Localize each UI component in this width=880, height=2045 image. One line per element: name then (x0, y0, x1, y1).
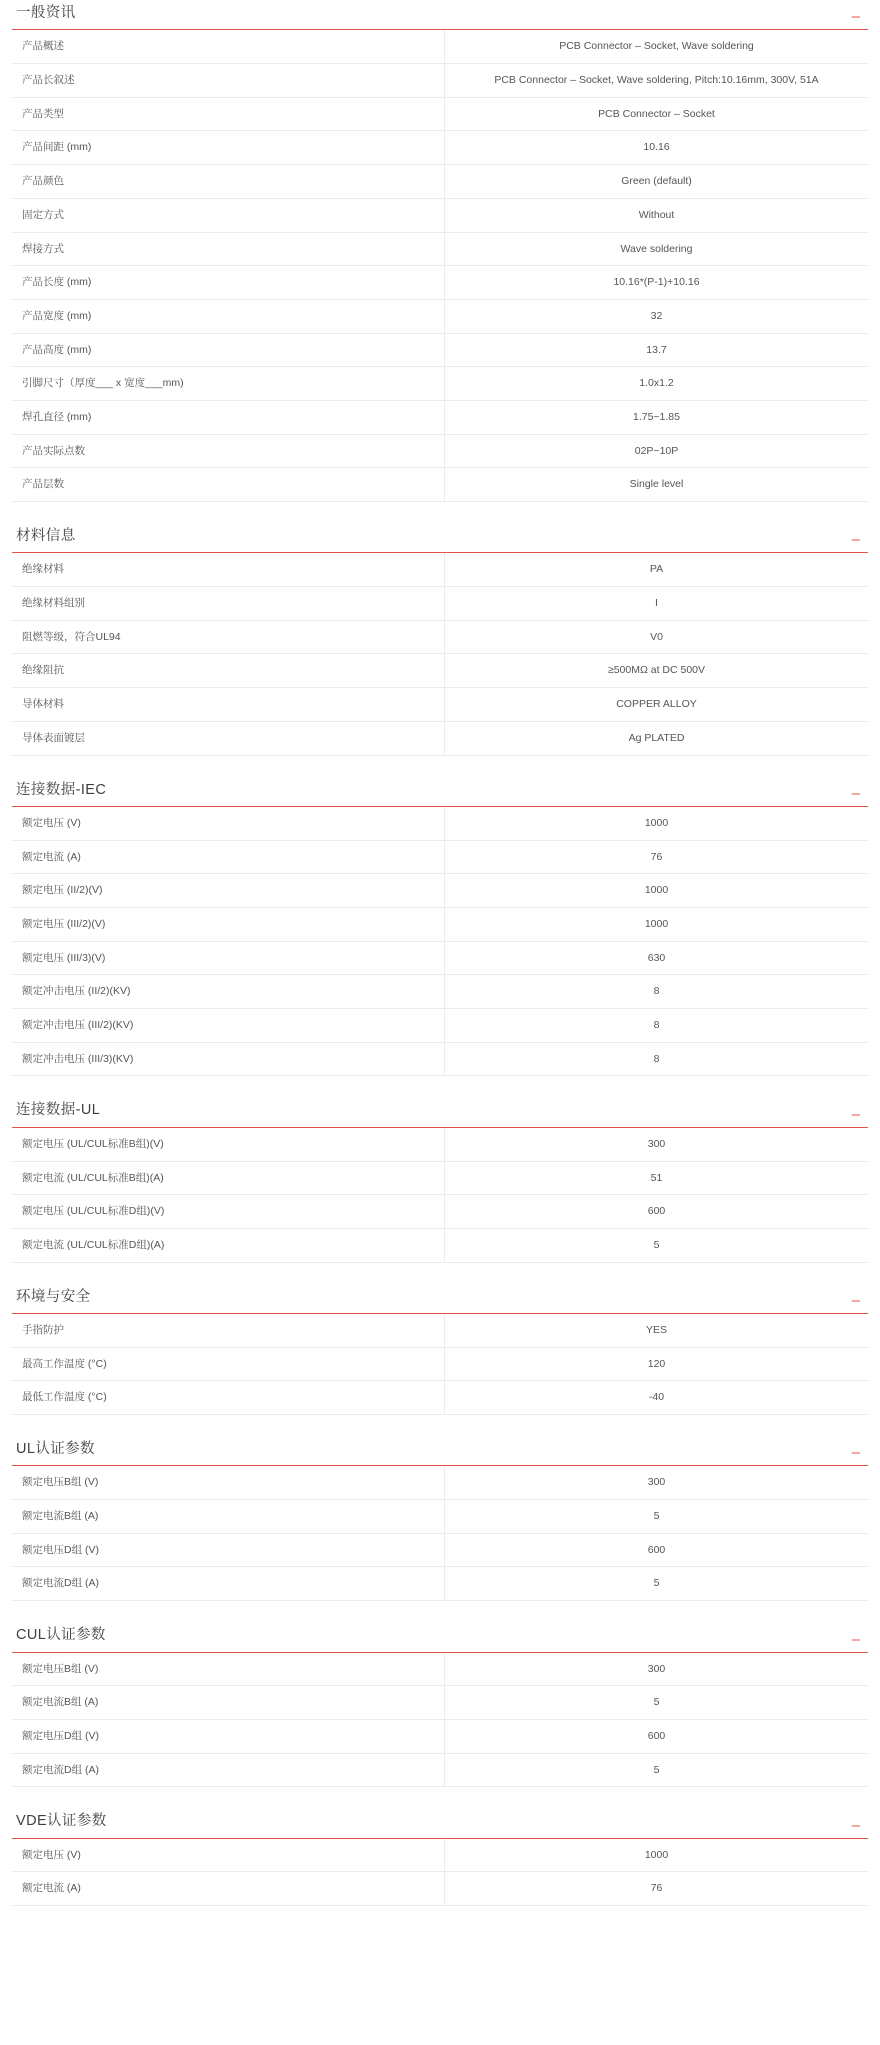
table-row (12, 1314, 868, 1347)
spec-key: 产品层数 (12, 468, 445, 502)
spec-value: I (655, 597, 658, 610)
table-row (12, 587, 868, 621)
table-row (12, 97, 868, 131)
section-title: 一般资讯 (16, 5, 76, 21)
section-title: 材料信息 (16, 528, 76, 545)
section-header (12, 1102, 868, 1127)
spec-value: 10.16 (643, 141, 670, 154)
spec-key: 额定电压 (III/3)(V) (12, 941, 445, 975)
table-row (12, 367, 868, 401)
spec-key: 固定方式 (12, 198, 445, 232)
spec-value: 1000 (644, 917, 669, 930)
spec-key: 导体表面镀层 (12, 721, 445, 755)
spec-section (12, 782, 868, 1077)
table-row (12, 688, 868, 722)
table-row (12, 907, 868, 941)
table-row (12, 30, 868, 63)
spec-section (12, 1289, 868, 1415)
spec-key: 产品颜色 (12, 165, 445, 199)
spec-value: PCB Connector – Socket (598, 107, 715, 120)
table-row (12, 232, 868, 266)
spec-key: 额定电流 (A) (12, 1872, 445, 1906)
spec-key: 手指防护 (12, 1314, 445, 1347)
spec-key: 额定电流B组 (A) (12, 1500, 445, 1534)
table-row (12, 1533, 868, 1567)
table-row (12, 64, 868, 98)
section-title: 连接数据-UL (16, 1102, 101, 1119)
section-title: CUL认证参数 (16, 1627, 106, 1644)
spec-table (12, 807, 868, 1077)
section-header (12, 1627, 868, 1652)
spec-key: 额定冲击电压 (III/3)(KV) (12, 1042, 445, 1076)
table-row (12, 975, 868, 1009)
spec-value: COPPER ALLOY (616, 698, 697, 711)
spec-value: Green (default) (621, 175, 692, 188)
spec-sheet (0, 5, 880, 1972)
spec-key: 导体材料 (12, 688, 445, 722)
table-row (12, 874, 868, 908)
spec-key: 额定电流 (UL/CUL标准B组)(A) (12, 1161, 445, 1195)
table-row (12, 1195, 868, 1229)
spec-table (12, 1839, 868, 1906)
spec-key: 产品长度 (mm) (12, 266, 445, 300)
table-row (12, 198, 868, 232)
table-row (12, 1161, 868, 1195)
spec-key: 产品概述 (12, 30, 445, 63)
table-row (12, 654, 868, 688)
spec-table (12, 30, 868, 502)
collapse-minus-icon[interactable]: – (851, 1630, 860, 1648)
spec-key: 额定电流 (A) (12, 840, 445, 874)
spec-value: 8 (653, 985, 660, 998)
spec-value: PCB Connector – Socket, Wave soldering, Pitch:10.16mm, 300V, 51A (494, 74, 819, 87)
section-header (12, 1289, 868, 1314)
collapse-minus-icon[interactable]: – (851, 1291, 860, 1309)
section-header (12, 5, 868, 30)
spec-key: 额定电压 (V) (12, 1839, 445, 1872)
spec-value: 76 (650, 850, 663, 863)
spec-key: 额定电压B组 (V) (12, 1653, 445, 1686)
spec-value: 10.16*(P-1)+10.16 (613, 276, 700, 289)
table-row (12, 1839, 868, 1872)
table-row (12, 941, 868, 975)
spec-section (12, 1627, 868, 1787)
table-row (12, 468, 868, 502)
section-title: VDE认证参数 (16, 1813, 107, 1830)
spec-value: 5 (653, 1763, 660, 1776)
section-header (12, 528, 868, 553)
table-row (12, 1872, 868, 1906)
spec-table (12, 1466, 868, 1601)
spec-key: 焊孔直径 (mm) (12, 400, 445, 434)
spec-value: 8 (653, 1052, 660, 1065)
spec-value: PCB Connector – Socket, Wave soldering (559, 40, 754, 53)
table-row (12, 1567, 868, 1601)
table-row (12, 131, 868, 165)
table-row (12, 1653, 868, 1686)
table-row (12, 840, 868, 874)
spec-key: 引脚尺寸（厚度___ x 宽度___mm) (12, 367, 445, 401)
table-row (12, 1500, 868, 1534)
spec-value: 8 (653, 1019, 660, 1032)
table-row (12, 553, 868, 586)
spec-key: 产品实际点数 (12, 434, 445, 468)
table-row (12, 1042, 868, 1076)
table-row (12, 1128, 868, 1161)
spec-key: 产品长叙述 (12, 64, 445, 98)
spec-value: Single level (629, 478, 684, 491)
spec-value: 120 (647, 1357, 666, 1370)
spec-key: 绝缘材料组别 (12, 587, 445, 621)
table-row (12, 1466, 868, 1499)
spec-key: 额定电压 (UL/CUL标准D组)(V) (12, 1195, 445, 1229)
spec-value: 300 (647, 1662, 666, 1675)
spec-value: Wave soldering (620, 242, 693, 255)
spec-key: 额定电压B组 (V) (12, 1466, 445, 1499)
table-row (12, 807, 868, 840)
spec-value: 600 (647, 1543, 666, 1556)
spec-value: 1000 (644, 816, 669, 829)
spec-key: 最高工作温度 (°C) (12, 1347, 445, 1381)
spec-key: 最低工作温度 (°C) (12, 1381, 445, 1415)
spec-value: Without (638, 208, 675, 221)
spec-key: 额定电压D组 (V) (12, 1533, 445, 1567)
table-row (12, 1381, 868, 1415)
spec-key: 产品宽度 (mm) (12, 299, 445, 333)
spec-value: 32 (650, 309, 663, 322)
spec-section (12, 1441, 868, 1601)
section-title: 环境与安全 (16, 1288, 91, 1305)
section-title: 连接数据-IEC (16, 781, 107, 798)
spec-value: PA (649, 563, 664, 576)
section-header (12, 782, 868, 807)
spec-value: ≥500MΩ at DC 500V (607, 664, 706, 677)
table-row (12, 333, 868, 367)
section-title: UL认证参数 (16, 1441, 95, 1458)
spec-value: 630 (647, 951, 666, 964)
table-row (12, 1719, 868, 1753)
collapse-minus-icon[interactable]: – (851, 8, 860, 26)
spec-key: 额定电压 (V) (12, 807, 445, 840)
table-row (12, 1686, 868, 1720)
spec-section (12, 5, 868, 502)
spec-value: 02P~10P (634, 444, 679, 457)
spec-table (12, 1314, 868, 1415)
spec-value: 1.75~1.85 (632, 410, 680, 423)
spec-value: 1000 (644, 884, 669, 897)
spec-section (12, 1102, 868, 1262)
spec-value: 5 (653, 1238, 660, 1251)
table-row (12, 620, 868, 654)
spec-key: 产品类型 (12, 97, 445, 131)
spec-section (12, 528, 868, 756)
spec-table (12, 1128, 868, 1263)
table-row (12, 434, 868, 468)
table-row (12, 400, 868, 434)
spec-value: 5 (653, 1696, 660, 1709)
collapse-minus-icon[interactable]: – (851, 1105, 860, 1123)
spec-key: 额定电流D组 (A) (12, 1753, 445, 1787)
spec-key: 额定冲击电压 (III/2)(KV) (12, 1009, 445, 1043)
spec-value: 1.0x1.2 (639, 377, 674, 390)
spec-key: 额定电压 (III/2)(V) (12, 907, 445, 941)
spec-value: Ag PLATED (628, 731, 685, 744)
table-row (12, 299, 868, 333)
spec-table (12, 1653, 868, 1788)
spec-key: 产品间距 (mm) (12, 131, 445, 165)
spec-key: 额定电流B组 (A) (12, 1686, 445, 1720)
table-row (12, 1347, 868, 1381)
table-row (12, 1228, 868, 1262)
collapse-minus-icon[interactable]: – (851, 784, 860, 802)
section-header (12, 1813, 868, 1838)
spec-key: 额定电流 (UL/CUL标准D组)(A) (12, 1228, 445, 1262)
spec-key: 额定电压 (II/2)(V) (12, 874, 445, 908)
spec-key: 绝缘材料 (12, 553, 445, 586)
spec-value: 5 (653, 1577, 660, 1590)
spec-key: 产品高度 (mm) (12, 333, 445, 367)
spec-key: 绝缘阻抗 (12, 654, 445, 688)
spec-key: 额定电压D组 (V) (12, 1719, 445, 1753)
spec-value: 51 (650, 1171, 663, 1184)
spec-value: 300 (647, 1476, 666, 1489)
spec-key: 阻燃等级，符合UL94 (12, 620, 445, 654)
table-row (12, 266, 868, 300)
spec-value: 300 (647, 1137, 666, 1150)
spec-value: YES (645, 1323, 667, 1336)
spec-key: 额定电压 (UL/CUL标准B组)(V) (12, 1128, 445, 1161)
table-row (12, 1009, 868, 1043)
table-row (12, 165, 868, 199)
spec-value: 600 (647, 1729, 666, 1742)
spec-section (12, 1813, 868, 1906)
spec-value: -40 (648, 1391, 665, 1404)
spec-table (12, 553, 868, 755)
spec-value: 76 (650, 1882, 663, 1895)
spec-value: 1000 (644, 1848, 669, 1861)
collapse-minus-icon[interactable]: – (851, 531, 860, 549)
spec-value: 5 (653, 1510, 660, 1523)
collapse-minus-icon[interactable]: – (851, 1816, 860, 1834)
table-row (12, 1753, 868, 1787)
spec-value: 13.7 (646, 343, 667, 356)
table-row (12, 721, 868, 755)
spec-value: V0 (650, 630, 663, 643)
section-header (12, 1441, 868, 1466)
collapse-minus-icon[interactable]: – (851, 1444, 860, 1462)
spec-key: 额定冲击电压 (II/2)(KV) (12, 975, 445, 1009)
spec-key: 额定电流D组 (A) (12, 1567, 445, 1601)
spec-key: 焊接方式 (12, 232, 445, 266)
spec-value: 600 (647, 1205, 666, 1218)
